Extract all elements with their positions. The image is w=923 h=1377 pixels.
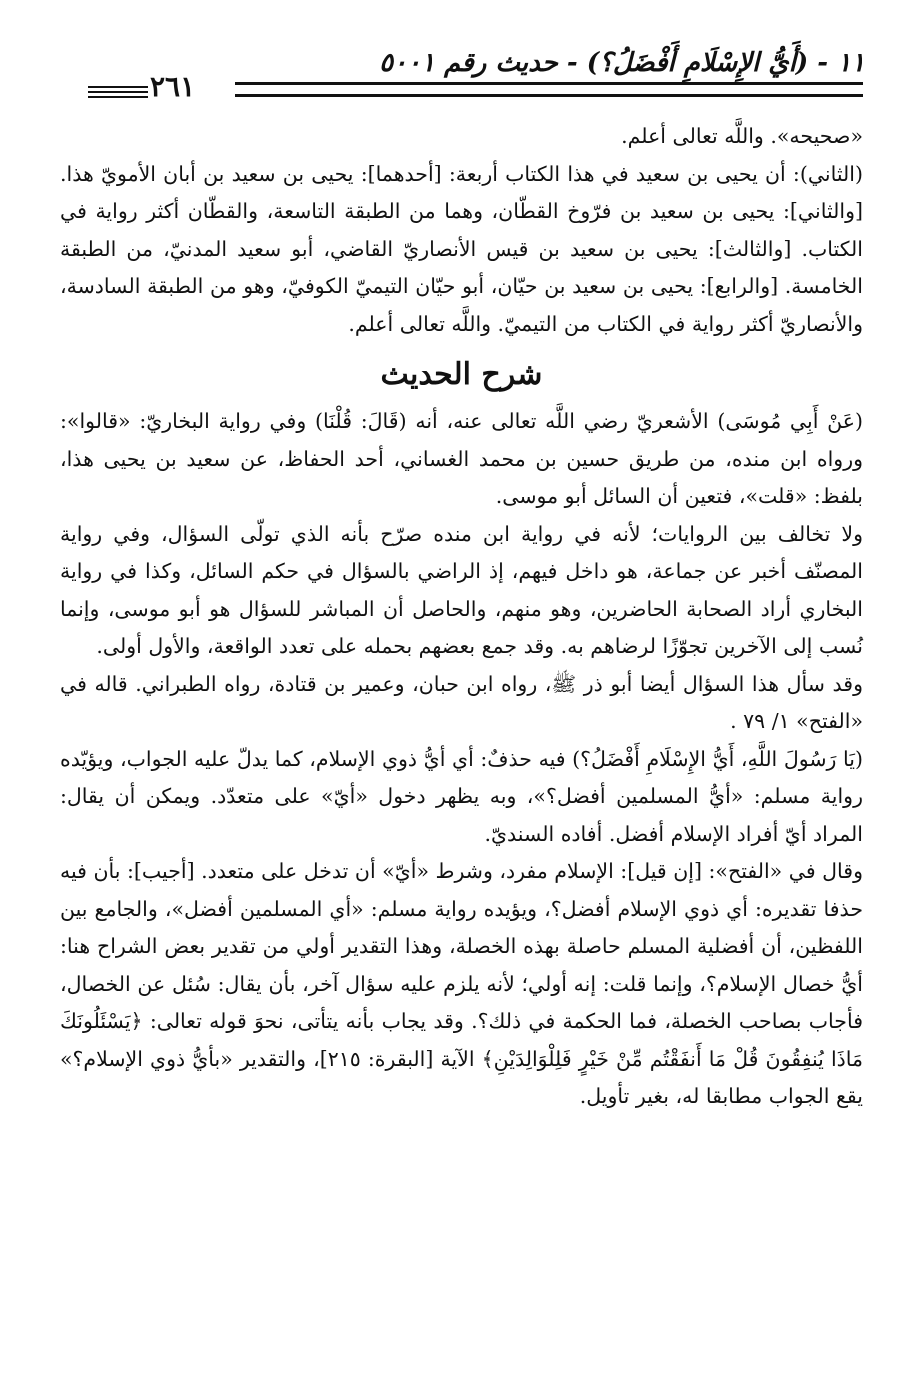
header-rule-left-2 xyxy=(88,91,148,93)
paragraph-3: (عَنْ أَبِي مُوسَى) الأشعريّ رضي اللَّه تعالى عنه، أنه (قَالَ: قُلْنَا) وفي رواية البخاريّ: «قالوا»: ورواه ابن منده، من طريق حسين بن محمد الغساني، أحد الحفاظ، عن سعيد بن يحيى هذا، بلفظ: «قلت»، فتعين أن السائل أبو موسى. xyxy=(60,409,863,508)
header-rule-bottom xyxy=(235,94,863,97)
paragraph-4: ولا تخالف بين الروايات؛ لأنه في رواية ابن منده صرّح بأنه الذي تولّى السؤال، وفي رواية المصنّف أخبر عن جماعة، هو داخل فيهم، إذ الراضي بالسؤال في حكم السائل، وكذا في رواية البخاري أراد الصحابة الحاضرين، وهو منهم، والحاصل أن المباشر للسؤال هو أبو موسى، وإنما نُسب إلى الآخرين تجوّزًا لرضاهم به. وقد جمع بعضهم بحمله على تعدد الواقعة، والأول أولى. xyxy=(60,521,863,658)
running-header-title: ١١ - (أَيُّ الإِسْلَامِ أَفْضَلُ؟) - حديث رقم ٥٠٠١ xyxy=(379,48,865,78)
header-rule-left-1 xyxy=(88,86,148,88)
body-text xyxy=(60,118,863,1116)
paragraph-6: (يَا رَسُولَ اللَّهِ، أَيُّ الإِسْلَامِ أَفْضَلُ؟) فيه حذفٌ: أي أيُّ ذوي الإسلام، كما يدلّ عليه الجواب، ويؤيّده رواية مسلم: «أيُّ المسلمين أفضل؟»، وبه يظهر دخول «أيّ» على متعدّد. ويمكن أن يقال: المراد أيّ أفراد الإسلام أفضل. أفاده السنديّ. xyxy=(60,746,863,846)
page-number: ٢٦١ xyxy=(150,70,196,103)
paragraph-7: وقال في «الفتح»: [إن قيل]: الإسلام مفرد، وشرط «أيّ» أن تدخل على متعدد. [أجيب]: بأن فيه حذفا تقديره: أي ذوي الإسلام أفضل؟، ويؤيده رواية مسلم: «أي المسلمين أفضل»، والجامع بين اللفظين، أن أفضلية المسلم حاصلة بهذه الخصلة، وهذا التقدير أولي من تقدير بعض الشراح هنا: أيُّ خصال الإسلام؟، وإنما قلت: إنه أولي؛ لأنه يلزم عليه سؤال آخر، بأن يقال: سُئل عن الخصال، فأجاب بصاحب الخصلة، فما الحكمة في ذلك؟. وقد يجاب بأنه يتأتى، نحوَ قوله تعالى: ﴿يَسْئَلُونَكَ مَاذَا يُنفِقُونَ قُلْ مَا أَنفَقْتُم مِّنْ خَيْرٍ فَلِلْوَالِدَيْنِ﴾ الآية [البقرة: ٢١٥]، والتقدير «بأيُّ ذوي الإسلام؟» يقع الجواب مطابقا له، بغير تأويل. xyxy=(60,859,863,1108)
header-rule-top xyxy=(235,82,863,85)
paragraph-2: (الثاني): أن يحيى بن سعيد في هذا الكتاب أربعة: [أحدهما]: يحيى بن سعيد بن أبان الأمويّ هذا. [والثاني]: يحيى بن سعيد بن فرّوخ القطّان، وهما من الطبقة التاسعة، والقطّان أكثر رواية في الكتاب. [والثالث]: يحيى بن سعيد بن قيس الأنصاريّ القاضي، أبو سعيد المدنيّ، من الطبقة الخامسة. [والرابع]: يحيى بن سعيد بن حيّان، أبو حيّان التيميّ الكوفيّ، وهو من الطبقة السادسة، والأنصاريّ أكثر رواية في الكتاب من التيميّ. واللَّه تعالى أعلم. xyxy=(60,161,863,336)
section-title: شرح الحديث xyxy=(380,357,543,392)
paragraph-5: وقد سأل هذا السؤال أيضا أبو ذر ﷺ، رواه ابن حبان، وعمير بن قتادة، رواه الطبراني. قاله في «الفتح» ١/ ٧٩ . xyxy=(60,671,863,733)
paragraph-1: «صحيحه». واللَّه تعالى أعلم. xyxy=(621,124,863,148)
header-rule-left-3 xyxy=(88,96,148,98)
